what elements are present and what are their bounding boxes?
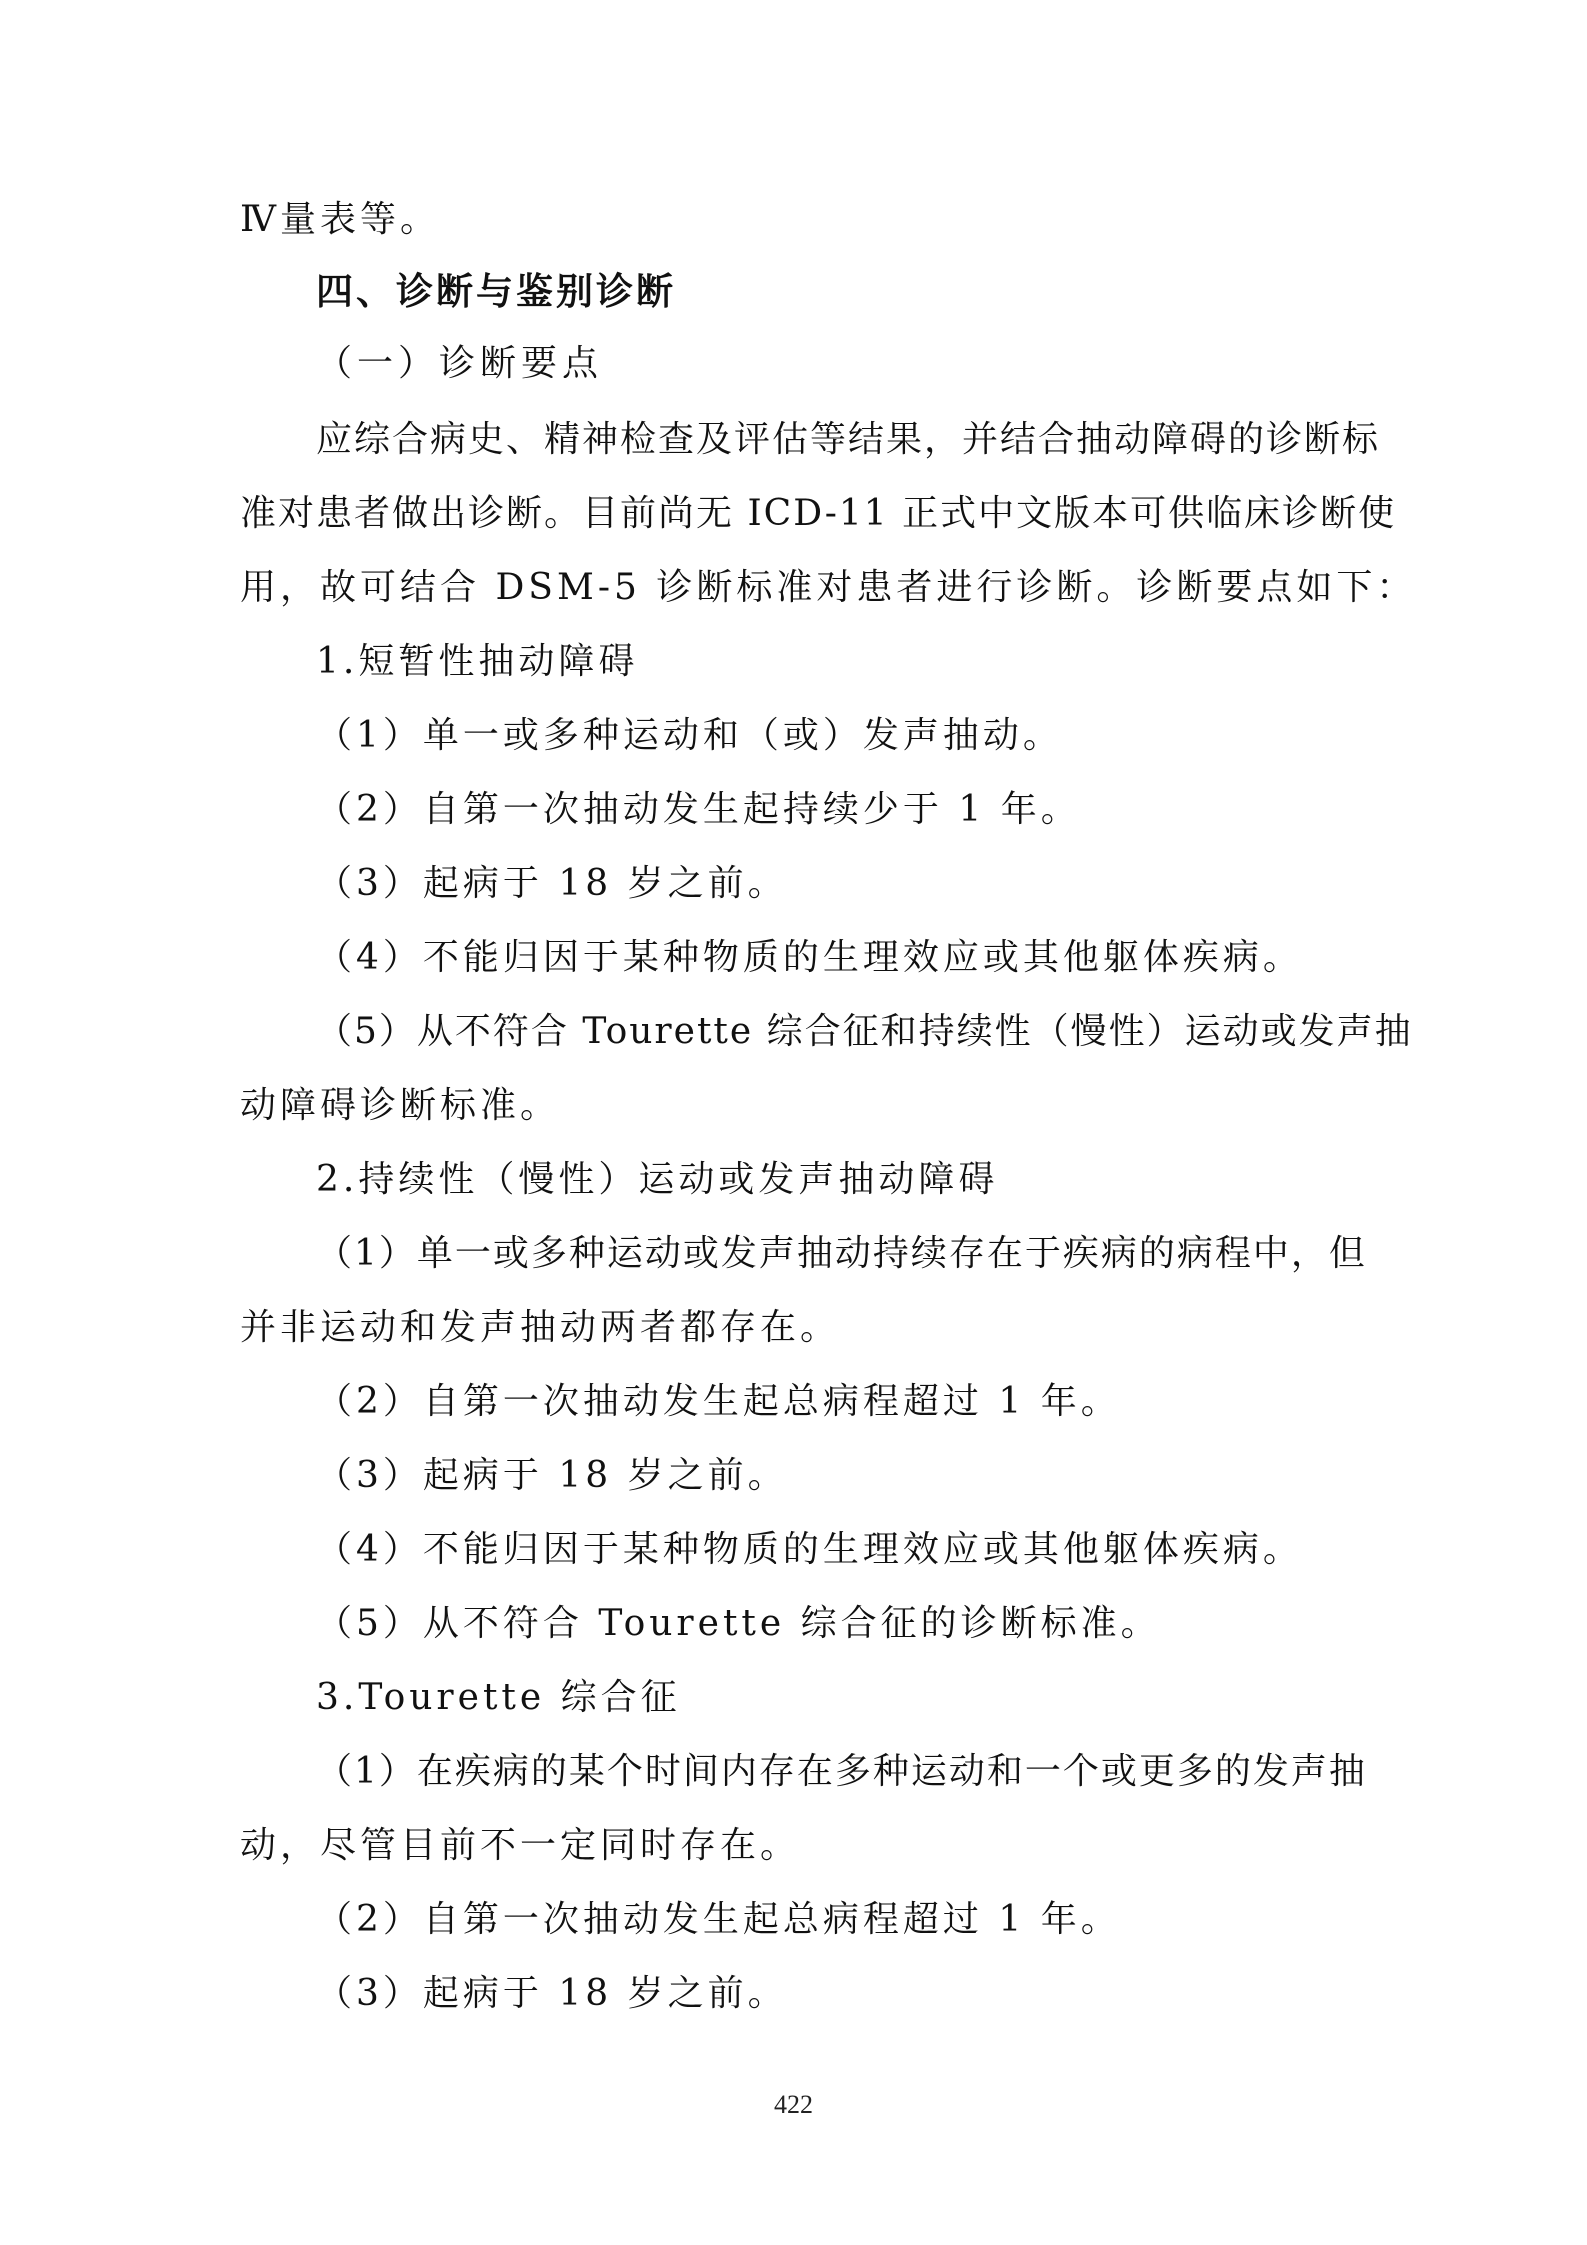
criteria-item: （5）从不符合 Tourette 综合征和持续性（慢性）运动或发声抽 xyxy=(316,1011,1413,1052)
body-text-line: 准对患者做出诊断。目前尚无 ICD-11 正式中文版本可供临床诊断使 xyxy=(240,493,1397,534)
criteria-group-title: 1.短暂性抽动障碍 xyxy=(316,641,639,682)
criteria-item: （3）起病于 18 岁之前。 xyxy=(316,863,788,904)
criteria-item: （2）自第一次抽动发生起总病程超过 1 年。 xyxy=(316,1381,1121,1422)
criteria-group-title: 3.Tourette 综合征 xyxy=(316,1677,681,1718)
criteria-item: （3）起病于 18 岁之前。 xyxy=(316,1455,788,1496)
criteria-item: （2）自第一次抽动发生起总病程超过 1 年。 xyxy=(316,1899,1121,1940)
criteria-item: （4）不能归因于某种物质的生理效应或其他躯体疾病。 xyxy=(316,937,1303,978)
criteria-item: （1）单一或多种运动和（或）发声抽动。 xyxy=(316,715,1063,756)
criteria-item-continuation: 并非运动和发声抽动两者都存在。 xyxy=(240,1307,841,1348)
subsection-heading: （一）诊断要点 xyxy=(316,343,604,384)
criteria-item: （1）单一或多种运动或发声抽动持续存在于疾病的病程中，但 xyxy=(316,1233,1367,1274)
body-text-line: Ⅳ量表等。 xyxy=(240,199,440,240)
criteria-item: （2）自第一次抽动发生起持续少于 1 年。 xyxy=(316,789,1081,830)
criteria-item: （4）不能归因于某种物质的生理效应或其他躯体疾病。 xyxy=(316,1529,1303,1570)
body-text-line: 应综合病史、精神检查及评估等结果，并结合抽动障碍的诊断标 xyxy=(316,419,1381,460)
criteria-item: （1）在疾病的某个时间内存在多种运动和一个或更多的发声抽 xyxy=(316,1751,1367,1792)
criteria-item: （5）从不符合 Tourette 综合征的诊断标准。 xyxy=(316,1603,1161,1644)
criteria-item: （3）起病于 18 岁之前。 xyxy=(316,1973,788,2014)
criteria-group-title: 2.持续性（慢性）运动或发声抽动障碍 xyxy=(316,1159,999,1200)
page-number: 422 xyxy=(774,2090,813,2119)
body-text-line: 用，故可结合 DSM-5 诊断标准对患者进行诊断。诊断要点如下： xyxy=(240,567,1417,608)
criteria-item-continuation: 动，尽管目前不一定同时存在。 xyxy=(240,1825,801,1866)
section-heading: 四、诊断与鉴别诊断 xyxy=(316,270,676,313)
criteria-item-continuation: 动障碍诊断标准。 xyxy=(240,1085,561,1126)
